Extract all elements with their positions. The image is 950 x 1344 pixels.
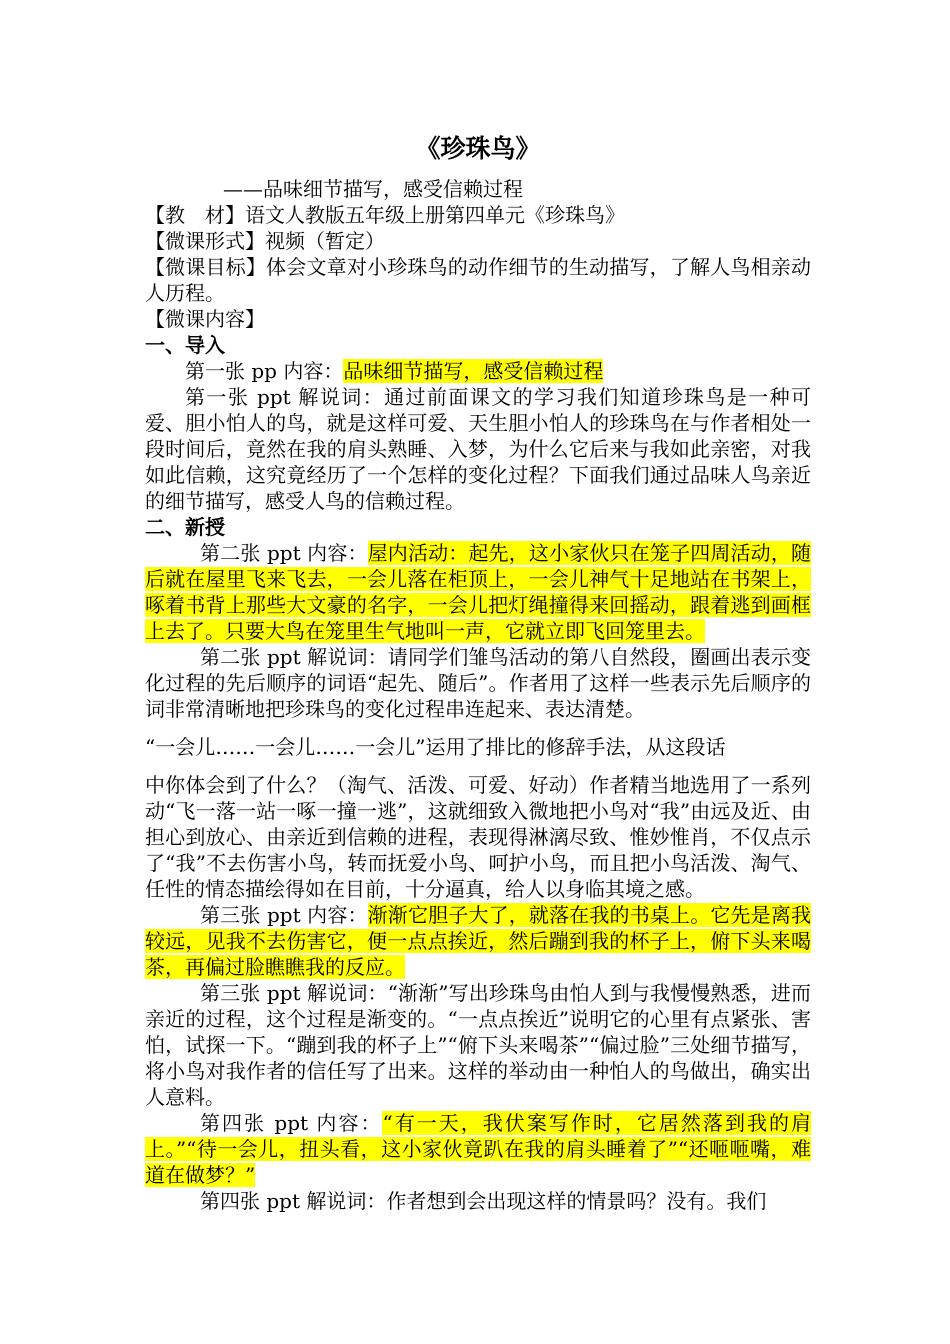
ppt2-content: [145, 540, 811, 644]
ppt4-content: [145, 1110, 811, 1188]
ppt3-content-highlight: 渐渐它胆子大了，就落在我的书桌上。它先是离我较远，见我不去伤害它，便一点点挨近，然后蹦到我的杯子上，俯下头来喝茶，再偏过脸瞧瞧我的反应。: [145, 903, 812, 979]
ppt4-content-highlight: “有一天，我伏案写作时，它居然落到我的肩上。”“待一会儿，扭头看，这小家伙竟趴在我的肩头睡着了”“还咂咂嘴，难道在做梦？”: [145, 1111, 811, 1187]
form-label: 【微课形式】: [145, 229, 265, 253]
textbook-label: 【教 材】: [145, 203, 245, 227]
goal-line: [145, 254, 811, 306]
ppt4-content-prefix: 第四张 ppt 内容：: [200, 1111, 383, 1135]
ppt3-content: [145, 902, 811, 980]
document-title: 《珍珠鸟》: [415, 134, 541, 163]
textbook-line: [145, 202, 811, 228]
ppt1-content-highlight: 品味细节描写，感受信赖过程: [343, 359, 604, 383]
ppt2-content-prefix: 第二张 ppt 内容：: [200, 541, 368, 565]
textbook-value: 语文人教版五年级上册第四单元《珍珠鸟》: [245, 203, 625, 227]
ppt1-content: [145, 358, 811, 384]
section-heading-new-lesson: 二、新授: [145, 515, 225, 539]
form-line: [145, 228, 811, 254]
ppt2-narration-part1: 第二张 ppt 解说词：请同学们雏鸟活动的第八自然段，圈画出表示变化过程的先后顺序的词语“起先、随后”。作者用了这样一些表示先后顺序的词非常清晰地把珍珠鸟的变化过程串连起来、表达清楚。: [145, 645, 811, 721]
ppt2-content-highlight: 屋内活动：起先，这小家伙只在笼子四周活动，随后就在屋里飞来飞去，一会儿落在柜顶上，一会儿神气十足地站在书架上，啄着书背上那些大文豪的名字，一会儿把灯绳撞得来回摇动，跟着逃到画框上去了。只要大鸟在笼里生气地叫一声，它就立即飞回笼里去。: [145, 541, 812, 643]
ppt3-narration: 第三张 ppt 解说词：“渐渐”写出珍珠鸟由怕人到与我慢慢熟悉，进而亲近的过程，这个过程是渐变的。“一点点挨近”说明它的心里有点紧张、害怕，试探一下。“蹦到我的杯子上”“俯下头来喝茶”“偏过脸”三处细节描写，将小鸟对我作者的信任写了出来。这样的举动由一种怕人的鸟做出，确实出人意料。: [145, 981, 811, 1109]
ppt2-narration-part2: “一会儿……一会儿……一会儿”运用了排比的修辞手法，从这段话: [145, 735, 726, 759]
goal-label: 【微课目标】: [145, 255, 267, 279]
ppt4-narration: 第四张 ppt 解说词：作者想到会出现这样的情景吗？没有。我们: [200, 1189, 767, 1213]
form-value: 视频（暂定）: [265, 229, 385, 253]
document-page: [145, 132, 811, 1214]
ppt3-content-prefix: 第三张 ppt 内容：: [200, 903, 368, 927]
ppt2-narration-part3: 中你体会到了什么？（淘气、活泼、可爱、好动）作者精当地选用了一系列动“飞一落一站一啄一撞一逃”，这就细致入微地把小鸟对“我”由远及近、由担心到放心、由亲近到信赖的进程，表现得淋漓尽致、惟妙惟肖，不仅点示了“我”不去伤害小鸟，转而抚爱小鸟、呵护小鸟，而且把小鸟活泼、淘气、任性的情态描绘得如在目前，十分逼真，给人以身临其境之感。: [145, 773, 811, 901]
ppt1-content-prefix: 第一张 pp 内容：: [185, 359, 344, 383]
ppt1-narration: 第一张 ppt 解说词：通过前面课文的学习我们知道珍珠鸟是一种可爱、胆小怕人的鸟，就是这样可爱、天生胆小怕人的珍珠鸟在与作者相处一段时间后，竟然在我的肩头熟睡、入梦，为什么它后来与我如此亲密，对我如此信赖，这究竟经历了一个怎样的变化过程？下面我们通过品味人鸟亲近的细节描写，感受人鸟的信赖过程。: [145, 385, 811, 513]
document-subtitle: ——品味细节描写，感受信赖过程: [223, 177, 523, 201]
content-label: 【微课内容】: [145, 307, 265, 331]
section-heading-intro: 一、导入: [145, 333, 225, 357]
goal-value: 体会文章对小珍珠鸟的动作细节的生动描写，了解人鸟相亲动人历程。: [145, 255, 811, 305]
